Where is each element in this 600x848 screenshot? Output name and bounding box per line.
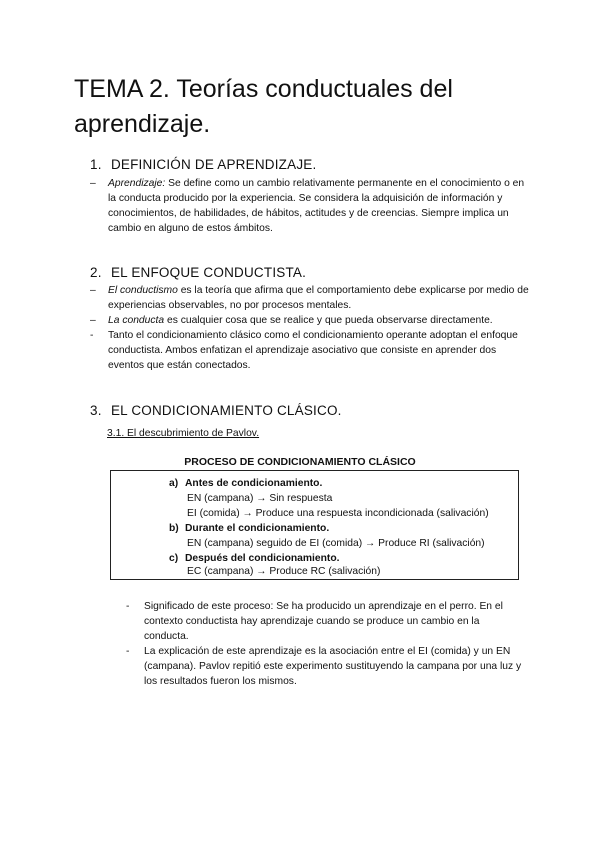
list-item	[90, 313, 530, 328]
list-item	[90, 176, 530, 236]
process-explanation-list	[126, 599, 526, 689]
conductismo-bullet-list	[90, 283, 530, 373]
definition-bullet-list	[90, 176, 530, 236]
stage-label: Antes de condicionamiento.	[185, 478, 323, 489]
stage-b	[169, 521, 329, 536]
term-definition: es cualquier cosa que se realice y que pueda observarse directamente.	[164, 315, 493, 326]
subsection-heading: 3.1. El descubrimiento de Pavlov.	[107, 428, 260, 439]
section-number: 3.	[90, 403, 102, 418]
list-item	[126, 599, 526, 644]
page-title: TEMA 2. Teorías conductuales del aprendizaje.	[74, 75, 453, 138]
section-title: EL CONDICIONAMIENTO CLÁSICO.	[110, 403, 342, 418]
dash-marker: -	[126, 646, 130, 657]
dash-marker: –	[90, 178, 96, 189]
section-number: 2.	[90, 265, 102, 280]
section-heading-definicion	[90, 157, 316, 172]
list-item	[90, 328, 530, 373]
stage-detail: EI (comida) → Produce una respuesta incondicionada (salivación)	[187, 508, 489, 519]
term-label: Aprendizaje:	[108, 178, 166, 189]
list-item	[126, 644, 526, 689]
section-number: 1.	[90, 157, 102, 172]
term-definition: es la teoría que afirma que el comportamiento debe explicarse por medio de experiencias observables, no por procesos mentales.	[108, 285, 529, 311]
term-label: El conductismo	[108, 285, 178, 296]
bullet-text: Tanto el condicionamiento clásico como el condicionamiento operante adoptan el enfoque conductista. Ambos enfatizan el aprendizaje asociativo que consiste en aprender dos eventos que están conectados.	[108, 330, 518, 371]
stage-detail: EN (campana) → Sin respuesta	[187, 493, 333, 504]
process-box	[110, 470, 519, 580]
dash-marker: –	[90, 315, 96, 326]
stage-letter: a)	[169, 478, 179, 489]
stage-detail: EC (campana) → Produce RC (salivación)	[187, 566, 381, 577]
section-title: EL ENFOQUE CONDUCTISTA.	[110, 265, 307, 280]
bullet-text: La explicación de este aprendizaje es la asociación entre el EI (comida) y un EN (campana). Pavlov repitió este experimento sustituyendo la campana por una luz y los resultados fueron los mismos.	[144, 646, 522, 687]
dash-marker: -	[126, 601, 130, 612]
section-heading-enfoque	[90, 265, 306, 280]
section-title: DEFINICIÓN DE APRENDIZAJE.	[110, 157, 317, 172]
list-item	[90, 283, 530, 313]
section-heading-condicionamiento	[90, 403, 342, 418]
term-label: La conducta	[108, 315, 165, 326]
dash-marker: -	[90, 330, 94, 341]
stage-a	[169, 476, 322, 491]
bullet-text: Significado de este proceso: Se ha producido un aprendizaje en el perro. En el contexto conductista hay aprendizaje cuando se produce un cambio en la conducta.	[144, 601, 503, 642]
stage-label: Durante el condicionamiento.	[185, 523, 330, 534]
term-definition: Se define como un cambio relativamente permanente en el conocimiento o en la conducta producido por la experiencia. Se considera la adquisición de información y conocimientos, de habilidades, de hábitos, actitudes y de creencias. Siempre implica un cambio en alguno de estos ámbitos.	[108, 178, 525, 234]
stage-detail: EN (campana) seguido de EI (comida) → Produce RI (salivación)	[187, 538, 485, 549]
stage-label: Después del condicionamiento.	[185, 553, 340, 564]
stage-letter: b)	[169, 523, 179, 534]
stage-letter: c)	[169, 553, 179, 564]
process-title: PROCESO DE CONDICIONAMIENTO CLÁSICO	[184, 456, 416, 468]
dash-marker: –	[90, 285, 96, 296]
